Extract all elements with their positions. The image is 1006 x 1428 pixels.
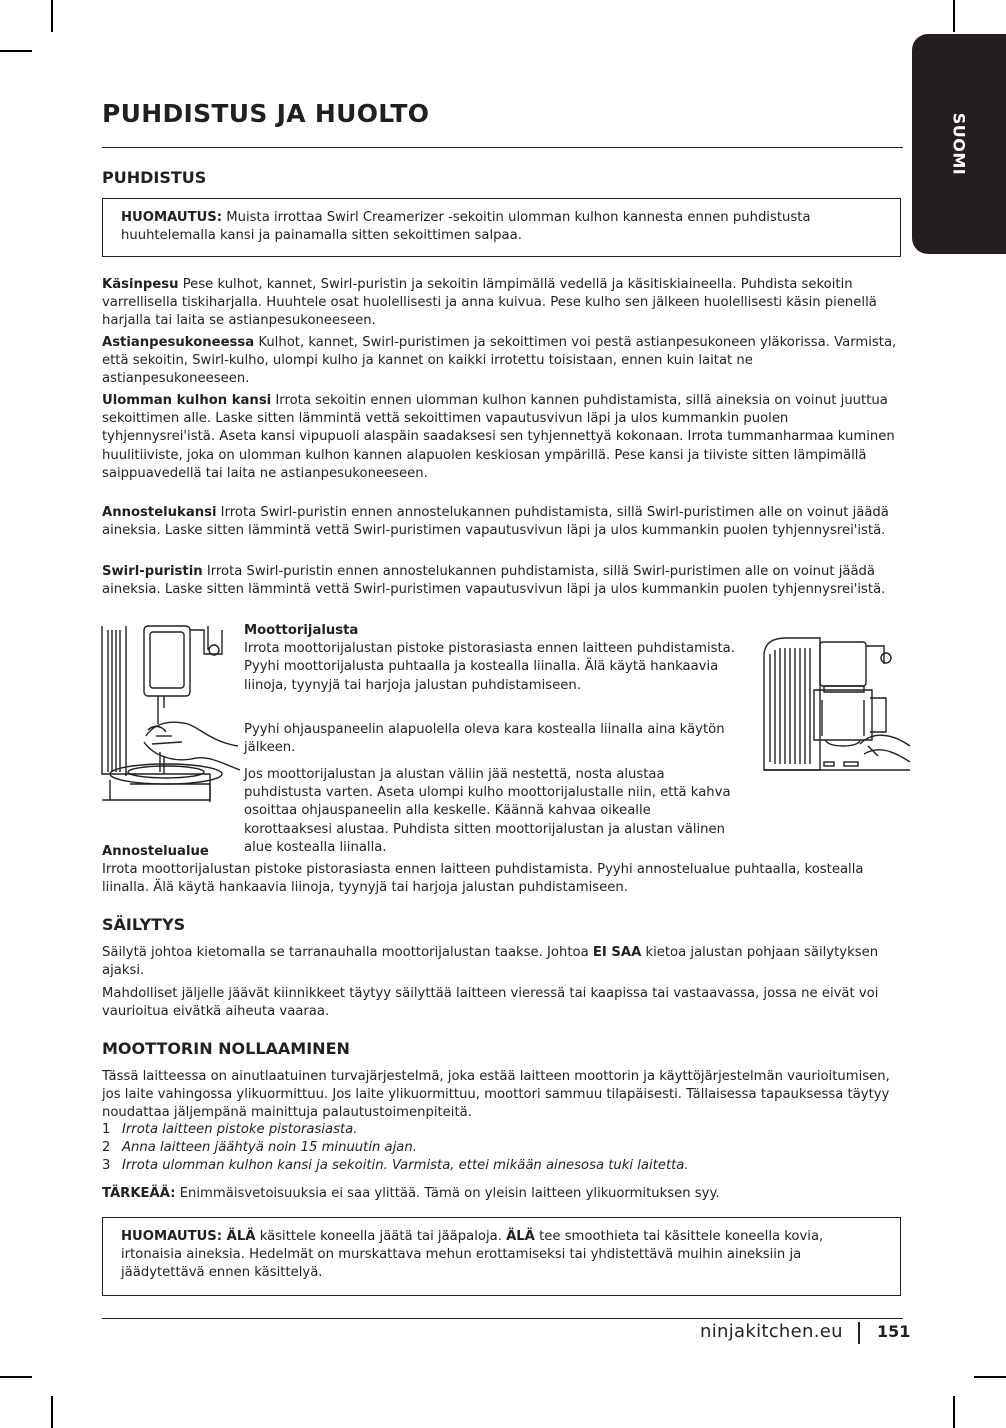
crop-mark	[0, 1376, 32, 1378]
language-tab	[912, 34, 1006, 254]
swirl-press-text: Irrota Swirl-puristin ennen annostelukannen puhdistamista, sillä Swirl-puristimen alle on voinut jäädä aineksia. Laske sitten lämmintä vettä Swirl-puristimen vapautusvivun läpi ja ulos kummankin puolen tyhjennysrei'istä.	[102, 564, 886, 598]
title-divider	[102, 147, 903, 148]
important-text: Enimmäisvetoisuuksia ei saa ylittää. Tämä on yleisin laitteen ylikuormituksen syy.	[175, 1186, 720, 1201]
motor-base-label: Moottorijalusta	[244, 623, 359, 638]
crop-mark	[974, 1376, 1006, 1378]
step-text: Irrota laitteen pistoke pistorasiasta.	[122, 1122, 358, 1137]
step-number: 2	[102, 1140, 111, 1156]
handwash-paragraph	[102, 276, 904, 331]
crop-mark	[953, 1396, 955, 1428]
storage-p1-text-end: kietoa jalustan pohjaan säilytyksen ajaksi.	[102, 945, 879, 979]
swirl-press-label: Swirl-puristin	[102, 564, 203, 579]
note-warning-bold: ÄLÄ	[506, 1229, 535, 1244]
motor-base-block	[244, 622, 744, 695]
dishwasher-label: Astianpesukoneessa	[102, 335, 255, 350]
dispensing-area-label: Annostelualue	[102, 844, 209, 859]
handwash-label: Käsinpesu	[102, 277, 179, 292]
outer-lid-text: Irrota sekoitin ennen ulomman kulhon kannen puhdistamista, sillä aineksia on voinut juuttua sekoittimen alle. Laske sitten lämmintä vettä sekoittimen vapautusvivun läpi ja ulos kummankin puolen tyhjennysrei'istä. Aseta kansi vipupuoli alaspäin saadaksesi sen tyhjennettyä kokonaan. Irrota tummanharmaa kuminen huulitiiviste, joka on ulomman kulhon kannen alapuolen keskiosan ympärillä. Pese kansi ja tiiviste sitten lämpimällä saippuavedellä tai laita ne astianpesukoneeseen.	[102, 393, 895, 481]
motor-base-p1: Irrota moottorijalustan pistoke pistorasiasta ennen laitteen puhdistamista. Pyyhi moottorijalusta puhtaalla ja kostealla liinalla. Älä käytä hankaavia liinoja, tyynyjä tai harjoja jalustan puhdistamiseen.	[244, 641, 735, 693]
footer-divider	[102, 1318, 903, 1319]
section-heading-storage: SÄILYTYS	[102, 915, 186, 934]
crop-mark	[0, 50, 32, 52]
dispensing-area-block	[102, 843, 904, 898]
raise-platform-illustration	[760, 636, 912, 774]
storage-warning-bold: EI SAA	[592, 945, 642, 960]
storage-p1	[102, 944, 904, 980]
note-text: käsittele koneella jäätä tai jääpaloja.	[255, 1229, 507, 1244]
handwash-text: Pese kulhot, kannet, Swirl-puristin ja sekoitin lämpimällä vedellä ja käsitiskiaineella. Puhdista sekoitin varrellisella tiskiharjalla. Huuhtele osat huolellisesti ja anna kuivua. Pese kulho sen jälkeen huolellisesti käsin pienellä harjalla tai laita se astianpesukoneeseen.	[102, 277, 877, 329]
motor-base-p3-text: Jos moottorijalustan ja alustan väliin jää nestettä, nosta alustaa puhdistusta varten. Aseta ulompi kulho moottorijalustalle niin, että kahva osoittaa ohjauspaneelin alla keskelle. Käännä kahvaa oikealle korottaaksesi alustaa. Puhdista sitten moottorijalustan ja alustan välinen alue kostealla liinalla.	[244, 767, 731, 855]
step-text: Irrota ulomman kulhon kansi ja sekoitin. Varmista, ettei mikään ainesosa tuki laitetta.	[122, 1158, 689, 1174]
dispensing-lid-text: Irrota Swirl-puristin ennen annostelukannen puhdistamista, sillä Swirl-puristimen alle on voinut jäädä aineksia. Laske sitten lämmintä vettä Swirl-puristimen vapautusvivun läpi ja ulos kummankin puolen tyhjennysrei'istä.	[102, 505, 889, 539]
dispensing-lid-label: Annostelukansi	[102, 505, 217, 520]
dishwasher-text: Kulhot, kannet, Swirl-puristimen ja sekoittimen voi pestä astianpesukoneen yläkorissa. Varmista, että sekoitin, Swirl-kulho, ulompi kulho ja kannet on kaikki irrotettu toisistaan, ennen kuin laitat ne astianpesukoneeseen.	[102, 335, 897, 387]
list-item	[102, 1157, 904, 1175]
crop-mark	[51, 0, 53, 32]
reset-steps	[102, 1121, 904, 1176]
list-item	[102, 1121, 904, 1139]
important-label: TÄRKEÄÄ:	[102, 1186, 176, 1201]
step-text: Anna laitteen jäähtyä noin 15 minuutin ajan.	[122, 1140, 417, 1156]
language-tab-label: SUOMI	[949, 112, 969, 176]
note-label: HUOMAUTUS:	[121, 210, 223, 225]
swirl-press-paragraph	[102, 563, 904, 599]
cleaning-note-box	[102, 198, 901, 257]
dispensing-lid-paragraph	[102, 504, 904, 540]
footer-website: ninjakitchen.eu	[700, 1321, 843, 1342]
dispensing-area-text: Irrota moottorijalustan pistoke pistorasiasta ennen laitteen puhdistamista. Pyyhi annostelualue puhtaalla, kostealla liinalla. Älä käytä hankaavia liinoja, tyynyjä tai harjoja jalustan puhdistamiseen.	[102, 862, 864, 896]
storage-p2: Mahdolliset jäljelle jäävät kiinnikkeet täytyy säilyttää laitteen vieressä tai kaapissa tai vastaavassa, jossa ne eivät voi vaurioitua eivätkä aiheuta vaaraa.	[102, 986, 879, 1020]
wipe-spindle-illustration	[100, 624, 242, 802]
list-item	[102, 1139, 904, 1157]
note-text: tee smoothieta tai käsittele koneella kovia, irtonaisia aineksia. Hedelmät on murskattava mehun erottamiseksi tai yhdistettävä muihin aineksiin ja jäädytettävä ennen käsittelyä.	[121, 1229, 824, 1281]
note-text: Muista irrottaa Swirl Creamerizer -sekoitin ulomman kulhon kannesta ennen puhdistusta huuhtelemalla kansi ja painamalla sitten sekoittimen salpaa.	[121, 210, 811, 244]
outer-lid-paragraph	[102, 392, 904, 483]
footer-separator	[858, 1322, 860, 1344]
section-heading-reset: MOOTTORIN NOLLAAMINEN	[102, 1039, 350, 1058]
step-number: 1	[102, 1122, 111, 1137]
dishwasher-paragraph	[102, 334, 904, 389]
section-heading-cleaning: PUHDISTUS	[102, 168, 207, 187]
note-warning-bold: ÄLÄ	[222, 1229, 256, 1244]
crop-mark	[51, 1396, 53, 1428]
reset-intro: Tässä laitteessa on ainutlaatuinen turvajärjestelmä, joka estää laitteen moottorin ja käyttöjärjestelmän vaurioitumisen, jos laite vahingossa ylikuormittuu. Jos laite ylikuormittuu, moottori sammuu tilapäisesti. Tällaisessa tapauksessa täytyy noudattaa jäljempänä mainittuja palautustoimenpiteitä.	[102, 1069, 890, 1121]
bottom-note-box	[102, 1217, 901, 1296]
page-title: PUHDISTUS JA HUOLTO	[102, 99, 430, 128]
outer-lid-label: Ulomman kulhon kansi	[102, 393, 272, 408]
crop-mark	[953, 0, 955, 32]
storage-p1-text: Säilytä johtoa kietomalla se tarranauhalla moottorijalustan taakse. Johtoa	[102, 945, 593, 960]
motor-base-p2: Pyyhi ohjauspaneelin alapuolella oleva kara kostealla liinalla aina käytön jälkeen.	[244, 722, 725, 756]
page-number: 151	[877, 1322, 911, 1341]
note-label: HUOMAUTUS:	[121, 1229, 223, 1244]
important-note	[102, 1185, 904, 1203]
step-number: 3	[102, 1158, 111, 1174]
